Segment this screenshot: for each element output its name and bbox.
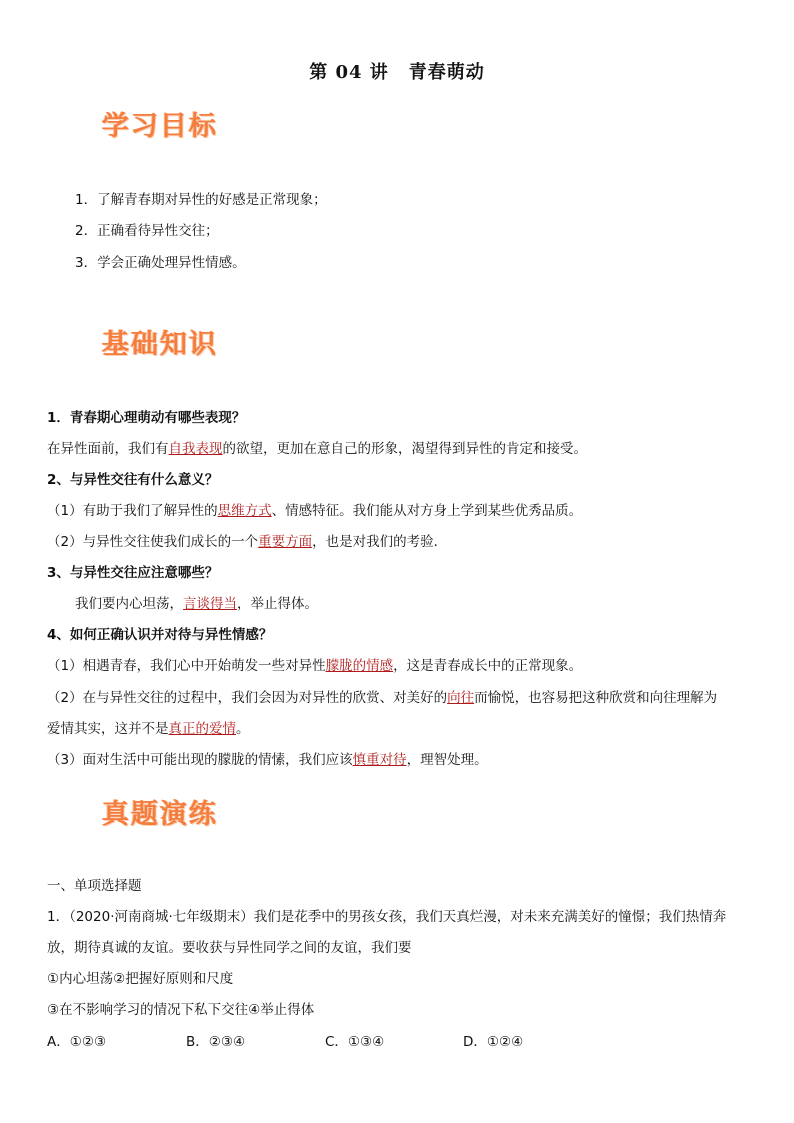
- lesson-name: 青春萌动: [408, 62, 485, 83]
- key-term: 自我表现: [168, 441, 223, 457]
- question-stem: 放，期待真诚的友谊。要收获与异性同学之间的友谊，我们要: [47, 940, 412, 956]
- choice-d[interactable]: D．①②④: [463, 1034, 524, 1050]
- choice-b[interactable]: B．②③④: [186, 1034, 246, 1050]
- key-term: 向往: [447, 690, 475, 706]
- page-title: [0, 58, 794, 84]
- objective-item: 3．学会正确处理异性情感。: [75, 255, 246, 271]
- knowledge-answer: （2）与异性交往使我们成长的一个重要方面，也是对我们的考验．: [47, 534, 448, 550]
- knowledge-question: 2、与异性交往有什么意义？: [47, 472, 219, 488]
- key-term: 言谈得当: [183, 596, 237, 612]
- knowledge-answer: 爱情其实，这并不是真正的爱情。: [47, 721, 250, 737]
- section-heading-objectives: 学习目标: [102, 111, 218, 142]
- knowledge-question: 1．青春期心理萌动有哪些表现？: [47, 410, 246, 426]
- knowledge-question: 3、与异性交往应注意哪些？: [47, 565, 219, 581]
- knowledge-question: 4、如何正确认识并对待与异性情感？: [47, 627, 273, 643]
- knowledge-answer: （2）在与异性交往的过程中，我们会因为对异性的欣赏、对美好的向往而愉悦，也容易把这种欣赏和向往理解为: [47, 690, 718, 706]
- question-statements: ①内心坦荡②把握好原则和尺度: [47, 971, 234, 987]
- section-heading-practice: 真题演练: [102, 799, 218, 830]
- section-heading-basics: 基础知识: [102, 329, 218, 360]
- objective-item: 1．了解青春期对异性的好感是正常现象；: [75, 192, 327, 208]
- key-term: 真正的爱情: [168, 721, 236, 737]
- knowledge-answer: （1）相遇青春，我们心中开始萌发一些对异性朦胧的情感，这是青春成长中的正常现象。: [47, 658, 583, 674]
- key-term: 思维方式: [217, 503, 272, 519]
- lesson-number: 第 04 讲: [309, 62, 389, 83]
- choice-a[interactable]: A．①②③: [47, 1034, 107, 1050]
- question-type: 一、单项选择题: [47, 878, 142, 894]
- key-term: 慎重对待: [352, 752, 407, 768]
- key-term: 重要方面: [258, 534, 313, 550]
- question-stem: 1．（2020·河南商城·七年级期末）我们是花季中的男孩女孩，我们天真烂漫，对未来充满美好的憧憬；我们热情奔: [47, 909, 727, 925]
- key-term: 朦胧的情感: [325, 658, 394, 674]
- knowledge-answer: （1）有助于我们了解异性的思维方式、情感特征。我们能从对方身上学到某些优秀品质。: [47, 503, 583, 519]
- choice-c[interactable]: C．①③④: [325, 1034, 385, 1050]
- objective-item: 2．正确看待异性交往；: [75, 223, 219, 239]
- knowledge-answer: （3）面对生活中可能出现的朦胧的情愫，我们应该慎重对待，理智处理。: [47, 752, 488, 768]
- knowledge-answer: 在异性面前，我们有自我表现的欲望，更加在意自己的形象，渴望得到异性的肯定和接受。: [47, 441, 587, 457]
- question-statements: ③在不影响学习的情况下私下交往④举止得体: [47, 1002, 315, 1018]
- knowledge-answer: 我们要内心坦荡，言谈得当，举止得体。: [75, 596, 318, 612]
